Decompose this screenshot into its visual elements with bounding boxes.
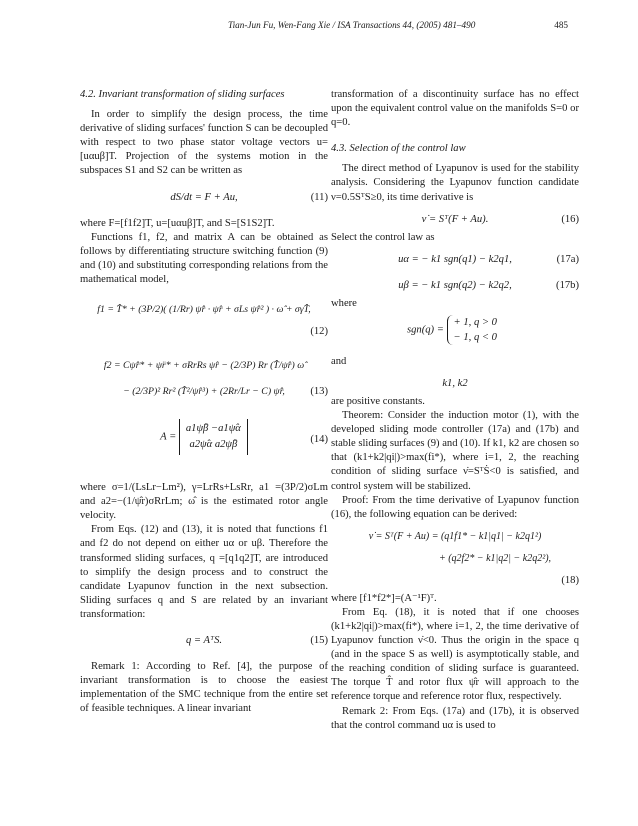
equation-body: f2 = Cψ̂̇r* + ψ̈r* + σRrRs ψ̂r − (2/3P) Rr (T̂/ψ̂r) ω̂: [103, 360, 305, 372]
paragraph: In order to simplify the design process, the time derivative of sliding surfaces' function S can be decoupled with respect to two phase stator voltage vectors u=[uαuβ]T. Projection of the systems motion in the subspaces S1 and S2 can be written as: [80, 109, 328, 177]
matrix-row: a1ψ̂β −a1ψ̂α: [185, 423, 241, 435]
equation-body: + (q2f2* − k1|q2| − k2q2²),: [438, 552, 552, 564]
paragraph: and: [331, 355, 347, 367]
left-column: [80, 88, 328, 716]
theorem-paragraph: Theorem: Consider the induction motor (1), with the developed sliding mode controller (17a) and (17b) and stable sliding surfaces (9) and (10). If k1, k2 are chosen so that (k1+k2|qi|)>max(fi*), where i=1, 2, the reaching condition of sliding surface ν̇=SᵀṠ<0 is satisfied, and control system will be stabilized.: [331, 410, 579, 492]
paragraph: The direct method of Lyapunov is used for the stability analysis. Considering the Lyapunov function candidate ν=0.5SᵀS≥0, its time derivative is: [331, 163, 579, 203]
case-row: − 1, q < 0: [453, 331, 497, 343]
cases-brace: [447, 315, 503, 345]
section-heading-4-2: 4.2. Invariant transformation of sliding surfaces: [80, 89, 285, 100]
equation-12-number-row: [80, 321, 328, 343]
equation-number: (17a): [556, 253, 579, 265]
equation-13-line2: [80, 381, 328, 403]
equation-number: (11): [310, 191, 328, 203]
equation-13-line1: [80, 355, 328, 377]
equation-body: f1 = T̂* + (3P/2)( (1/Rr) ψ̂̇r · ψ̂r + σLs ψ̂r² ) · ω̂ + σγT̂,: [97, 304, 311, 316]
equation-17b: [331, 275, 579, 297]
equation-number: (17b): [556, 279, 579, 291]
equation-number: (14): [310, 434, 328, 446]
equation-body: dS/dt = F + Au,: [170, 191, 238, 203]
paragraph: where F=[f1f2]T, u=[uαuβ]T, and S=[S1S2]T.: [80, 217, 275, 229]
equation-number: (18): [561, 574, 579, 586]
equation-body: q = AᵀS.: [185, 634, 223, 646]
equation-18-number-row: [331, 570, 579, 592]
matrix: [179, 419, 248, 455]
running-header: [78, 20, 568, 34]
sgn-label: sgn(q) =: [407, 324, 444, 336]
equation-k-list: [331, 373, 579, 395]
equation-18-line2: [331, 548, 579, 570]
paragraph: where [f1*f2*]=(A⁻¹F)ᵀ.: [331, 592, 437, 604]
equation-number: (15): [310, 634, 328, 646]
equation-sgn: [331, 311, 579, 355]
remark-paragraph: Remark 2: From Eqs. (17a) and (17b), it is observed that the control command uα is used to: [331, 705, 579, 731]
equation-18-line1: [331, 526, 579, 548]
equation-number: (16): [561, 213, 579, 225]
equation-11: [80, 187, 328, 209]
equation-body: uβ = − k1 sgn(q2) − k2q2,: [398, 279, 512, 291]
paragraph: transformation of a discontinuity surface has no effect upon the equivalent control value on the manifolds S=0 or q=0.: [331, 89, 579, 129]
case-row: + 1, q > 0: [453, 316, 497, 328]
section-heading-4-3: 4.3. Selection of the control law: [331, 143, 466, 155]
equation-body: ν̇ = Sᵀ(F + Au).: [421, 213, 489, 225]
paragraph: are positive constants.: [331, 395, 425, 407]
equation-body: ν̇ = Sᵀ(F + Au) = (q1f1* − k1|q1| − k2q1²): [368, 530, 542, 542]
right-column: [331, 88, 579, 733]
matrix-row: a2ψ̂α a2ψ̂β: [189, 439, 238, 451]
matrix-label: A =: [160, 431, 177, 443]
equation-17a: [331, 249, 579, 271]
equation-number: (13): [310, 386, 328, 398]
paragraph: From Eq. (18), it is noted that if one chooses (k1+k2|qi|)>max(fi*), where i=1, 2, the time derivative of Lyapunov function ν̇<0. Thus the origin in the space q (and in the space S as well) is asymptotically stable, and the reaching condition of sliding surface is guaranteed. The torque T̂ and rotor flux ψ̂r will approach to the reference torque and reference rotor flux, respectively.: [331, 606, 579, 703]
equation-15: [80, 630, 328, 652]
equation-number: (12): [310, 326, 328, 338]
paragraph: From Eqs. (12) and (13), it is noted that functions f1 and f2 do not depend on either uα or uβ. Therefore the transformed sliding surfaces, q =[q1q2]T, are introduced to simplify the design process and to construct the candidate Lyapunov function in the next subsection. Sliding surfaces q and S are related by an invariant transformation:: [80, 524, 328, 620]
paragraph: where: [331, 297, 357, 309]
equation-14: [80, 415, 328, 473]
equation-16: [331, 209, 579, 231]
running-title: Tian-Jun Fu, Wen-Fang Xie / ISA Transactions 44, (2005) 481–490: [228, 20, 476, 30]
paragraph: where σ=1/(LsLr−Lm²), γ=LrRs+LsRr, a1 =(3P/2)σLm and a2=−(1/ψ̂r)σRrLm; ω̂ is the estimated rotor angle velocity.: [80, 482, 328, 522]
paragraph: Select the control law as: [331, 231, 435, 243]
equation-12: [80, 299, 328, 321]
page-number: 485: [554, 20, 568, 30]
remark-paragraph: Remark 1: According to Ref. [4], the purpose of invariant transformation is to choose the easiest implementation of the SMC technique from the entire set of feasible techniques. A linear invariant: [80, 660, 328, 715]
equation-body: uα = − k1 sgn(q1) − k2q1,: [398, 253, 512, 265]
proof-paragraph: Proof: From the time derivative of Lyapunov function (16), the following equation can be derived:: [331, 494, 579, 520]
equation-body: k1, k2: [442, 377, 468, 389]
equation-body: − (2/3P)² Rr² (T̂²/ψ̂r³) + (2Rr/Lr − C) ψ̂̇r,: [123, 386, 285, 398]
paragraph: Functions f1, f2, and matrix A can be obtained as follows by differentiating structure switching function (9) and (10) and substituting corresponding relations from the mathematical model,: [80, 231, 328, 285]
